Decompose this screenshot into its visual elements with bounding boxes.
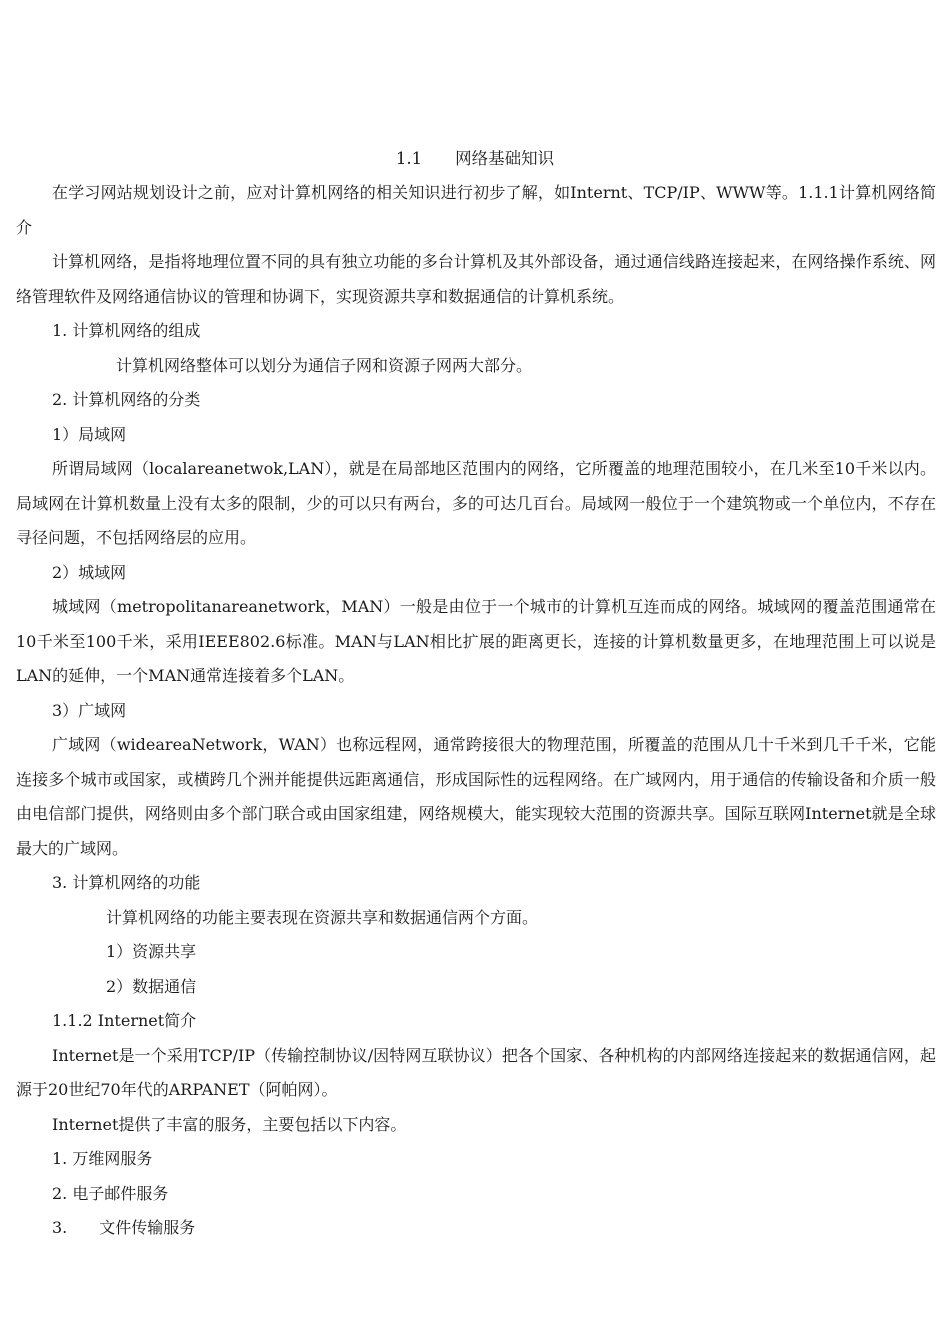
paragraph-intro: 在学习网站规划设计之前，应对计算机网络的相关知识进行初步了解，如Internt、TCP/IP、WWW等。1.1.1计算机网络简介 xyxy=(16,183,936,237)
paragraph-functions: 计算机网络的功能主要表现在资源共享和数据通信两个方面。 xyxy=(106,907,539,927)
paragraph-definition: 计算机网络，是指将地理位置不同的具有独立功能的多台计算机及其外部设备，通过通信线路连接起来，在网络操作系统、网络管理软件及网络通信协议的管理和协调下，实现资源共享和数据通信的计算机系统。 xyxy=(16,252,936,306)
heading-composition: 1. 计算机网络的组成 xyxy=(52,321,201,340)
paragraph-man: 城域网（metropolitanareanetwork，MAN）一般是由位于一个城市的计算机互连而成的网络。城域网的覆盖范围通常在10千米至100千米，采用IEEE802.6标准。MAN与LAN相比扩展的距离更长，连接的计算机数量更多，在地理范围上可以说是LAN的延伸，一个MAN通常连接着多个LAN。 xyxy=(16,597,936,685)
heading-internet-intro: 1.1.2 Internet简介 xyxy=(52,1011,197,1030)
heading-classification: 2. 计算机网络的分类 xyxy=(52,390,201,409)
paragraph-composition: 计算机网络整体可以划分为通信子网和资源子网两大部分。 xyxy=(116,355,533,375)
list-item-ftp: 3. 文件传输服务 xyxy=(52,1218,196,1237)
list-item-data-communication: 2）数据通信 xyxy=(106,976,197,996)
paragraph-lan: 所谓局域网（localareanetwok,LAN），就是在局部地区范围内的网络，它所覆盖的地理范围较小，在几米至10千米以内。局域网在计算机数量上没有太多的限制，少的可以只有两台，多的可达几百台。局域网一般位于一个建筑物或一个单位内，不存在寻径问题，不包括网络层的应用。 xyxy=(16,459,936,547)
paragraph-wan: 广域网（wideareaNetwork，WAN）也称远程网，通常跨接很大的物理范围，所覆盖的范围从几十千米到几千千米，它能连接多个城市或国家，或横跨几个洲并能提供远距离通信，形成国际性的远程网络。在广域网内，用于通信的传输设备和介质一般由电信部门提供，网络则由多个部门联合或由国家组建，网络规模大，能实现较大范围的资源共享。国际互联网Internet就是全球最大的广域网。 xyxy=(16,735,936,858)
paragraph-services: Internet提供了丰富的服务，主要包括以下内容。 xyxy=(52,1114,407,1134)
heading-lan: 1）局域网 xyxy=(52,424,127,444)
list-item-email: 2. 电子邮件服务 xyxy=(52,1183,169,1203)
list-item-www: 1. 万维网服务 xyxy=(52,1149,153,1168)
paragraph-internet: Internet是一个采用TCP/IP（传输控制协议/因特网互联协议）把各个国家、各种机构的内部网络连接起来的数据通信网，起源于20世纪70年代的ARPANET（阿帕网）。 xyxy=(16,1045,936,1099)
list-item-resource-sharing: 1）资源共享 xyxy=(106,942,197,961)
section-title: 1.1 网络基础知识 xyxy=(395,149,555,168)
heading-wan: 3）广域网 xyxy=(52,700,127,720)
document-body xyxy=(16,176,936,1246)
heading-man: 2）城域网 xyxy=(52,562,127,582)
heading-functions: 3. 计算机网络的功能 xyxy=(52,873,201,892)
